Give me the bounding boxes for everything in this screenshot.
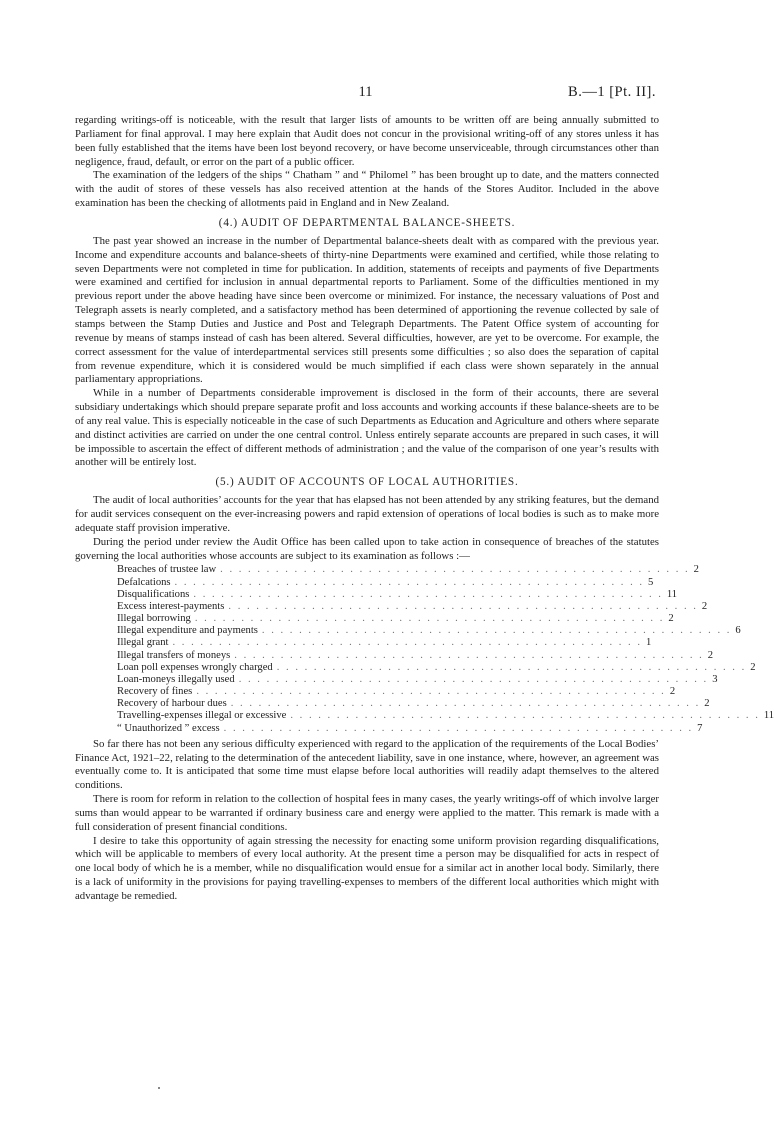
item-count: 2	[750, 661, 756, 673]
document-reference: B.—1 [Pt. II].	[568, 84, 656, 100]
leader-dots: . . . . . . . . . . . . . . . . . . . . . . . . . . . . . . . . . . . . . . . . . . . . . . . . . . .	[193, 588, 663, 600]
item-count: 7	[697, 722, 703, 734]
list-item	[117, 588, 678, 601]
list-item	[117, 564, 699, 576]
item-count: 3	[712, 673, 718, 685]
item-label: Travelling-expenses illegal or excessive	[117, 710, 287, 722]
item-count: 2	[669, 686, 676, 698]
item-label: Recovery of fines	[117, 686, 193, 698]
list-item	[117, 637, 652, 649]
item-count: 1	[645, 637, 652, 649]
item-label: Loan poll expenses wrongly charged	[117, 661, 273, 673]
stray-mark	[158, 1087, 160, 1089]
item-label: Illegal grant	[117, 637, 169, 649]
list-item	[117, 576, 654, 589]
leader-dots: . . . . . . . . . . . . . . . . . . . . . . . . . . . . . . . . . . . . . . . . . . . . . . . . . . .	[230, 698, 701, 710]
leader-dots: . . . . . . . . . . . . . . . . . . . . . . . . . . . . . . . . . . . . . . . . . . . . . . . . . . .	[228, 600, 698, 612]
leader-dots: . . . . . . . . . . . . . . . . . . . . . . . . . . . . . . . . . . . . . . . . . . . . . . . . . . .	[196, 686, 666, 698]
list-item	[117, 722, 703, 735]
list-item	[117, 625, 741, 637]
page-header	[75, 84, 656, 104]
item-count: 2	[707, 649, 714, 661]
leader-dots: . . . . . . . . . . . . . . . . . . . . . . . . . . . . . . . . . . . . . . . . . . . . . . . . . . .	[290, 710, 760, 722]
item-label: Illegal borrowing	[117, 613, 191, 625]
list-item	[117, 613, 674, 625]
item-count: 2	[693, 564, 699, 576]
paragraph: While in a number of Departments considerable improvement is disclosed in the form of their accounts, there are several subsidiary undertakings which should prepare separate profit and loss accounts and working accounts if these balance-sheets are to be of any real value. This is especially noticeable in the case of such Departments as Education and Agriculture and others where separate and distinct activities are carried on under the one central control. Unless entirely separate accounts are prepared in such cases, it will be impossible to ascertain the effect of different methods of administration ; and the value of the comparison of one year’s results with another will be entirely lost.	[75, 387, 659, 469]
leader-dots: . . . . . . . . . . . . . . . . . . . . . . . . . . . . . . . . . . . . . . . . . . . . . . . . . . .	[172, 637, 642, 649]
section-heading: (4.) AUDIT OF DEPARTMENTAL BALANCE-SHEETS.	[218, 216, 516, 229]
leader-dots: . . . . . . . . . . . . . . . . . . . . . . . . . . . . . . . . . . . . . . . . . . . . . . . . . . .	[220, 564, 690, 576]
list-item	[117, 686, 676, 698]
list-item	[117, 710, 774, 722]
item-label: “ Unauthorized ” excess	[117, 722, 220, 734]
leader-dots: . . . . . . . . . . . . . . . . . . . . . . . . . . . . . . . . . . . . . . . . . . . . . . . . . . .	[276, 661, 747, 673]
paragraph: The past year showed an increase in the number of Departmental balance-sheets dealt with as compared with the previous year. Income and expenditure accounts and balance-sheets of thirty-nine Departments were examined and certified, while those relating to seven Departments were not completed in time for publication. In addition, statements of receipts and payments of five Departments were examined and certified for inclusion in annual departmental reports to Parliament. Some of the difficulties mentioned in my previous report under the above heading have since been overcome or minimized. For instance, the necessary valuations of Post and Telegraph assets is nearly completed, and a satisfactory method has been determined of apportioning the revenue collected by sale of stamps between the Stamp Duties and Justice and Post and Telegraph Departments. The Patent Office system of accounting for revenue by means of stamps instead of cash has been altered. Several difficulties, however, are yet to be overcome. For example, the correct assessment for the value of interdepartmental services still presents some difficulties ; so also does the separation of capital from revenue expenditure, which it is considered would be much simplified if each class were shown separately in the annual parliamentary appropriations.	[75, 234, 659, 386]
item-label: Loan-moneys illegally used	[117, 673, 235, 685]
paragraph: There is room for reform in relation to the collection of hospital fees in many cases, the yearly writings-off of which involve larger sums than would appear to be warranted if ordinary business care and energy were applied to the matter. This remark is made with a full consideration of present financial conditions.	[75, 793, 659, 833]
item-label: Illegal expenditure and payments	[117, 625, 258, 637]
leader-dots: . . . . . . . . . . . . . . . . . . . . . . . . . . . . . . . . . . . . . . . . . . . . . . . . . . .	[238, 673, 709, 685]
item-label: Disqualifications	[117, 588, 190, 600]
item-count: 11	[666, 588, 678, 600]
document-body	[75, 114, 774, 904]
item-count: 2	[701, 600, 708, 612]
breaches-list	[75, 564, 774, 734]
paragraph: The audit of local authorities’ accounts for the year that has elapsed has not been attended by any striking features, but the demand for audit services consequent on the ever-increasing powers and rapid extension of operations of local bodies is such as to make more adequate staff provision imperative.	[75, 494, 659, 534]
item-label: Illegal transfers of moneys	[117, 649, 231, 661]
list-item	[117, 673, 718, 686]
paragraph: So far there has not been any serious difficulty experienced with regard to the application of the requirements of the Local Bodies’ Finance Act, 1921–22, relating to the determination of the antecedent liability, save in one instance, where, however, an agreement was eventually come to. It is anticipated that some time must elapse before local authorities will readily adapt themselves to the altered conditions.	[75, 737, 659, 792]
page-number: 11	[358, 84, 373, 100]
item-label: Defalcations	[117, 576, 171, 588]
item-count: 11	[763, 710, 774, 722]
list-item	[117, 698, 710, 710]
list-item	[117, 661, 756, 674]
leader-dots: . . . . . . . . . . . . . . . . . . . . . . . . . . . . . . . . . . . . . . . . . . . . . . . . . . .	[174, 576, 645, 588]
section-heading: (5.) AUDIT OF ACCOUNTS OF LOCAL AUTHORITIES.	[215, 476, 519, 489]
item-count: 2	[668, 613, 674, 625]
paragraph: regarding writings-off is noticeable, with the result that larger lists of amounts to be written off are being annually submitted to Parliament for final approval. I may here explain that Audit does not concur in the provisional writing-off of any stores unless it has been fully established that the items have been lost beyond recovery, or have become unserviceable, through circumstances other than negligence, fraud, default, or error on the part of a public officer.	[75, 114, 659, 168]
leader-dots: . . . . . . . . . . . . . . . . . . . . . . . . . . . . . . . . . . . . . . . . . . . . . . . . . . .	[194, 613, 665, 625]
item-count: 5	[648, 576, 654, 588]
item-label: Breaches of trustee law	[117, 564, 217, 576]
item-label: Excess interest-payments	[117, 600, 225, 612]
item-count: 6	[735, 625, 741, 637]
leader-dots: . . . . . . . . . . . . . . . . . . . . . . . . . . . . . . . . . . . . . . . . . . . . . . . . . . .	[261, 625, 732, 637]
list-item	[117, 600, 708, 613]
leader-dots: . . . . . . . . . . . . . . . . . . . . . . . . . . . . . . . . . . . . . . . . . . . . . . . . . . .	[223, 722, 694, 734]
paragraph: During the period under review the Audit Office has been called upon to take action in consequence of breaches of the statutes governing the local authorities whose accounts are subject to its examination as follows :—	[75, 535, 659, 562]
paragraph: I desire to take this opportunity of again stressing the necessity for enacting some uniform provision regarding disqualifications, which will be applicable to members of every local authority. At the present time a person may be disqualified for acts in respect of one local body of which he is a member, while no disqualification would ensue for a similar act in another local body. Similarly, there is a lack of uniformity in the provisions for paying travelling-expenses to members of the different local authorities which might with advantage be remedied.	[75, 834, 659, 902]
item-count: 2	[704, 698, 710, 710]
item-label: Recovery of harbour dues	[117, 698, 227, 710]
paragraph: The examination of the ledgers of the ships “ Chatham ” and “ Philomel ” has been brought up to date, and the matters connected with the audit of stores of these vessels has also received attention at the hands of the Stores Auditor. Included in the above examination has been the checking of allotments paid in England and in New Zealand.	[75, 169, 659, 210]
list-item	[117, 649, 714, 662]
leader-dots: . . . . . . . . . . . . . . . . . . . . . . . . . . . . . . . . . . . . . . . . . . . . . . . . . . .	[234, 649, 704, 661]
